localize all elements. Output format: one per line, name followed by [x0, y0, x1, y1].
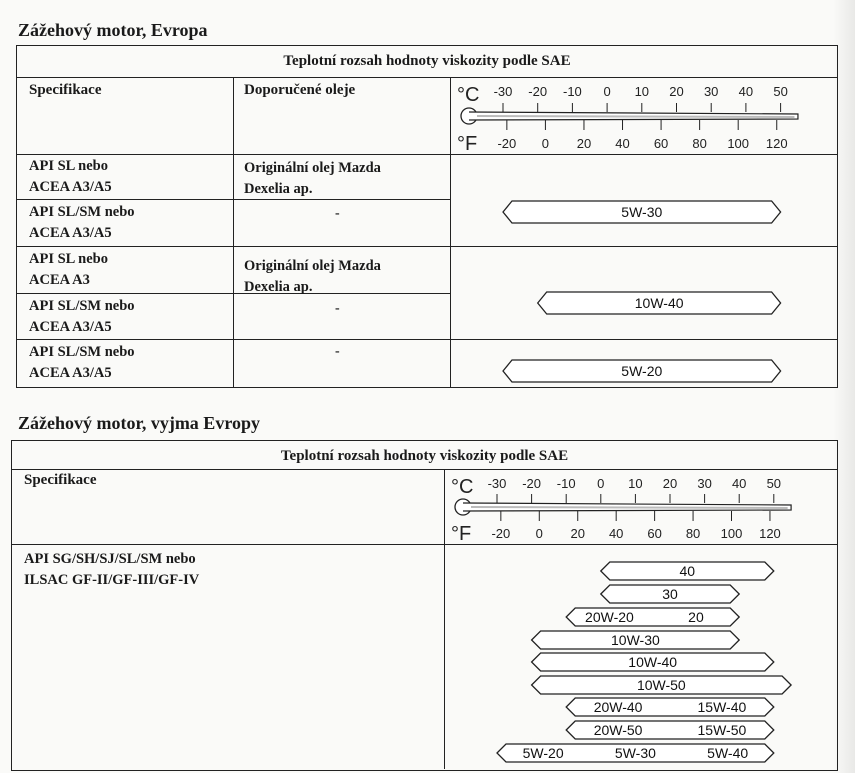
- celsius-tick-label: -10: [563, 84, 582, 99]
- celsius-ticks: [494, 84, 788, 112]
- celsius-tick-label: -30: [493, 84, 513, 99]
- celsius-tick-label: -10: [556, 476, 576, 491]
- oil-row-2: -: [335, 206, 340, 221]
- band-label-10w-30: 10W-30: [611, 632, 660, 648]
- celsius-unit-label: °C: [457, 84, 480, 106]
- celsius-tick-label: 30: [697, 476, 712, 491]
- fahrenheit-tick-label: 0: [535, 526, 543, 541]
- band-label-20w-20: 20W-20: [585, 609, 634, 625]
- fahrenheit-tick-label: 20: [570, 526, 585, 541]
- fahrenheit-tick-label: 120: [759, 526, 781, 541]
- band-label-5w-30: 5W-30: [621, 204, 663, 220]
- col-header-recommended-oils: Doporučené oleje: [244, 82, 356, 98]
- band-label-5w-30-2: 5W-30: [614, 745, 656, 761]
- celsius-tick-label: 40: [738, 84, 754, 99]
- band-10w-30: [532, 631, 740, 649]
- spec-outside-europe: API SG/SH/SJ/SL/SM nebo ILSAC GF-II/GF-III/GF-IV: [24, 551, 200, 588]
- section-title-outside-europe: Zážehový motor, vyjma Evropy: [18, 413, 260, 433]
- fahrenheit-tick-label: 120: [765, 136, 788, 151]
- band-label-40: 40: [679, 563, 696, 579]
- oil-row-5: -: [335, 344, 340, 359]
- celsius-tick-label: -20: [522, 476, 541, 491]
- table-header-europe: Teplotní rozsah hodnoty viskozity podle SAE: [283, 53, 571, 69]
- celsius-tick-label: 50: [773, 84, 788, 99]
- spec-row-3: API SL nebo ACEA A3: [29, 251, 108, 288]
- viscosity-bands-outside-europe: [445, 545, 837, 769]
- celsius-tick-label: 40: [731, 476, 747, 491]
- fahrenheit-unit-label: °F: [457, 133, 478, 154]
- band-10w-40: [538, 292, 781, 314]
- fahrenheit-tick-label: 100: [720, 526, 743, 541]
- band-label-15w-40: 15W-40: [697, 699, 747, 715]
- spec-row-5: API SL/SM nebo ACEA A3/A5: [29, 344, 135, 381]
- band-20w-40-15w-40: [566, 698, 774, 716]
- celsius-tick-label: -20: [528, 84, 548, 99]
- spec-row-1: API SL nebo ACEA A3/A5: [29, 158, 112, 195]
- celsius-tick-label: 0: [597, 476, 605, 491]
- band-label-20w-50: 20W-50: [593, 722, 643, 738]
- spec-row-2: API SL/SM nebo ACEA A3/A5: [29, 204, 135, 241]
- viscosity-table-outside-europe: [11, 440, 838, 771]
- fahrenheit-tick-label: 40: [615, 136, 630, 151]
- fahrenheit-tick-label: 0: [541, 136, 550, 151]
- band-5w-20-5w-30-5w-40: [497, 744, 774, 762]
- fahrenheit-tick-label: -20: [491, 526, 511, 541]
- celsius-unit-label: °C: [451, 476, 474, 498]
- celsius-tick-label: -30: [487, 476, 507, 491]
- section-title-europe: Zážehový motor, Evropa: [18, 20, 208, 40]
- fahrenheit-unit-label: °F: [451, 523, 472, 544]
- celsius-tick-label: 10: [634, 84, 650, 99]
- celsius-tick-label: 50: [766, 476, 782, 491]
- fahrenheit-ticks: [497, 120, 787, 151]
- fahrenheit-tick-label: 20: [576, 136, 592, 151]
- oil-row-3: Originální olej Mazda Dexelia ap.: [244, 258, 381, 295]
- thermometer-fill: [477, 116, 794, 117]
- fahrenheit-tick-label: 80: [692, 136, 707, 151]
- celsius-tick-label: 30: [703, 84, 719, 99]
- band-label-5w-40: 5W-40: [707, 745, 749, 761]
- band-label-20: 20: [688, 609, 704, 625]
- band-label-20w-40: 20W-40: [593, 699, 643, 715]
- band-30: [601, 585, 739, 603]
- fahrenheit-tick-label: 40: [608, 526, 624, 541]
- col-header-specification-2: Specifikace: [24, 472, 97, 488]
- band-10w-50: [532, 676, 792, 694]
- band-label-5w-20: 5W-20: [621, 363, 663, 379]
- band-label-30: 30: [662, 586, 678, 602]
- temperature-scale-europe: [451, 78, 837, 154]
- col-header-specification: Specifikace: [29, 82, 102, 98]
- band-5w-20: [503, 360, 781, 382]
- band-5w-30: [503, 201, 781, 223]
- band-label-10w-50: 10W-50: [636, 677, 686, 693]
- fahrenheit-tick-label: 60: [647, 526, 662, 541]
- celsius-tick-label: 10: [628, 476, 643, 491]
- oil-row-1: Originální olej Mazda Dexelia ap.: [244, 160, 381, 197]
- band-20w-50-15w-50: [566, 721, 774, 739]
- fahrenheit-tick-label: 80: [685, 526, 701, 541]
- band-label-10w-40-2: 10W-40: [628, 654, 678, 670]
- viscosity-table-europe: [16, 45, 838, 388]
- band-20w-20-20: [566, 608, 739, 626]
- thermometer-fill: [471, 507, 788, 508]
- fahrenheit-ticks-2: [491, 511, 780, 541]
- celsius-tick-label: 0: [603, 84, 611, 99]
- band-label-5w-20-2: 5W-20: [522, 745, 564, 761]
- band-label-10w-40: 10W-40: [634, 295, 684, 311]
- temperature-scale-outside-europe: [445, 470, 837, 544]
- celsius-tick-label: 20: [669, 84, 684, 99]
- celsius-ticks-2: [488, 476, 781, 503]
- fahrenheit-tick-label: -20: [497, 136, 517, 151]
- fahrenheit-tick-label: 60: [653, 136, 669, 151]
- celsius-tick-label: 20: [662, 476, 678, 491]
- band-10w-40-2: [532, 653, 774, 671]
- spec-row-4: API SL/SM nebo ACEA A3/A5: [29, 298, 135, 335]
- table-header-outside-europe: Teplotní rozsah hodnoty viskozity podle SAE: [280, 448, 569, 464]
- band-label-15w-50: 15W-50: [697, 722, 747, 738]
- oil-row-4: -: [335, 301, 340, 316]
- band-40: [601, 562, 774, 580]
- viscosity-bands-europe: [451, 155, 837, 387]
- fahrenheit-tick-label: 100: [727, 136, 750, 151]
